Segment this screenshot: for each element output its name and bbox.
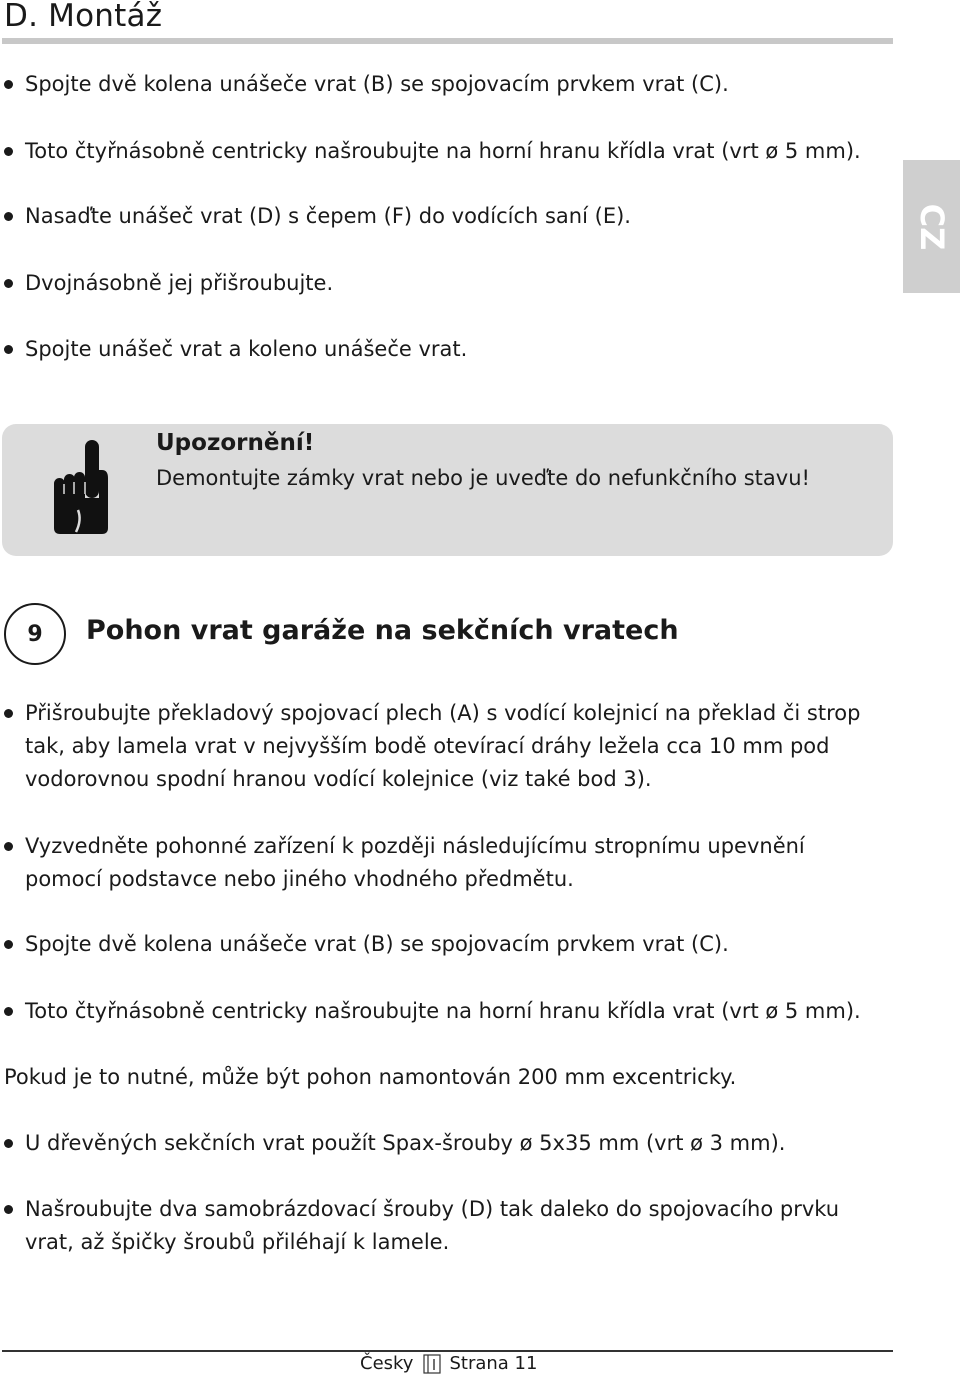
list-item-text-line: Našroubujte dva samobrázdovací šrouby (D) tak daleko do spojovacího prvku <box>25 1197 840 1221</box>
bullet-dot <box>4 212 13 221</box>
list-item-text: Toto čtyřnásobně centricky našroubujte na horní hranu křídla vrat (vrt ø 5 mm). <box>25 139 861 163</box>
list-item <box>4 1193 839 1259</box>
bullet-dot <box>4 279 13 288</box>
book-icon <box>423 1354 441 1374</box>
pointing-hand-icon <box>52 438 112 536</box>
bullet-dot <box>4 147 13 156</box>
bullet-dot <box>4 1205 13 1214</box>
bullet-dot <box>4 709 13 718</box>
language-tab <box>903 160 960 293</box>
warning-text: Demontujte zámky vrat nebo je uveďte do nefunkčního stavu! <box>156 466 810 490</box>
list-item-text-line: vrat, až špičky šroubů přiléhají k lamele. <box>25 1230 450 1254</box>
list-item <box>4 267 333 300</box>
list-item-text-line: tak, aby lamela vrat v nejvyšším bodě otevírací dráhy ležela cca 10 mm pod <box>25 734 830 758</box>
title-rule <box>2 38 893 44</box>
footer-page-number: Strana 11 <box>449 1353 538 1374</box>
bullet-dot <box>4 1007 13 1016</box>
list-item-text-line: pomocí podstavce nebo jiného vhodného předmětu. <box>25 867 574 891</box>
list-item-text-line: vodorovnou spodní hranou vodící kolejnice (viz také bod 3). <box>25 767 652 791</box>
list-item-text: Spojte dvě kolena unášeče vrat (B) se spojovacím prvkem vrat (C). <box>25 932 729 956</box>
footer-rule <box>2 1350 893 1352</box>
list-item-text: Dvojnásobně jej přišroubujte. <box>25 271 334 295</box>
bullet-dot <box>4 345 13 354</box>
list-item <box>4 68 729 101</box>
list-item-text: U dřevěných sekčních vrat použít Spax-šrouby ø 5x35 mm (vrt ø 3 mm). <box>25 1131 786 1155</box>
bullet-dot <box>4 842 13 851</box>
list-item-text: Nasaďte unášeč vrat (D) s čepem (F) do vodících saní (E). <box>25 204 631 228</box>
warning-title: Upozornění! <box>156 430 315 456</box>
page-footer <box>360 1353 537 1374</box>
step-number-badge <box>4 603 66 665</box>
list-item-text: Spojte dvě kolena unášeče vrat (B) se spojovacím prvkem vrat (C). <box>25 72 729 96</box>
step-title: Pohon vrat garáže na sekčních vratech <box>86 615 679 646</box>
list-item-text: Toto čtyřnásobně centricky našroubujte na horní hranu křídla vrat (vrt ø 5 mm). <box>25 999 861 1023</box>
list-item-text-line: Vyzvedněte pohonné zařízení k později následujícímu stropnímu upevnění <box>25 834 805 858</box>
bullet-dot <box>4 940 13 949</box>
list-item <box>4 200 631 233</box>
note-paragraph: Pokud je to nutné, může být pohon namontován 200 mm excentricky. <box>4 1065 737 1089</box>
list-item <box>4 995 861 1028</box>
list-item-text: Spojte unášeč vrat a koleno unášeče vrat. <box>25 337 468 361</box>
bullet-dot <box>4 80 13 89</box>
list-item <box>4 1127 785 1160</box>
warning-box <box>2 424 893 556</box>
list-item-text-line: Přišroubujte překladový spojovací plech (A) s vodící kolejnicí na překlad či strop <box>25 701 861 725</box>
section-title: D. Montáž <box>4 0 163 34</box>
list-item <box>4 830 805 896</box>
language-tab-label: CZ <box>912 203 951 250</box>
step-number: 9 <box>27 621 43 647</box>
footer-language: Česky <box>360 1353 414 1374</box>
list-item <box>4 697 860 796</box>
list-item <box>4 333 467 366</box>
bullet-dot <box>4 1139 13 1148</box>
list-item <box>4 928 729 961</box>
list-item <box>4 135 861 168</box>
